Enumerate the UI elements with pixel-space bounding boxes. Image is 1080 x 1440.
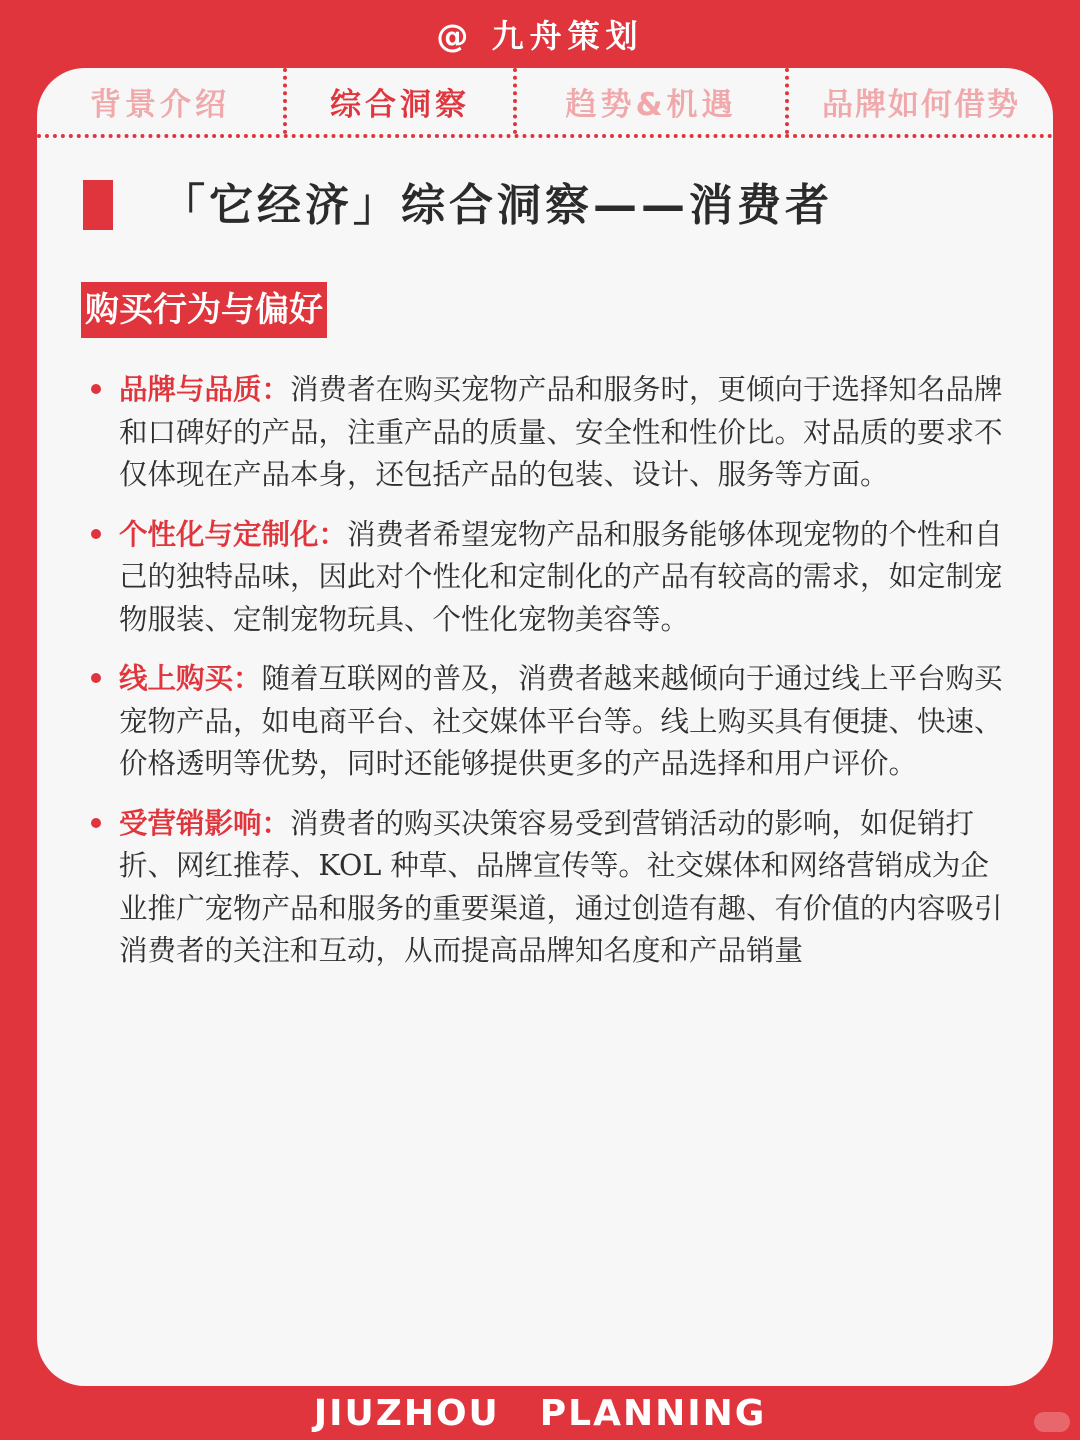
bullet-term: 品牌与品质： xyxy=(119,372,291,406)
bullet-dot-icon xyxy=(91,673,101,683)
tab-background[interactable]: 背景介绍 xyxy=(90,86,230,123)
tab-trends[interactable]: 趋势&机遇 xyxy=(565,86,737,123)
footer-brand-left: JIUZHOU xyxy=(313,1392,500,1434)
tab-bar xyxy=(37,68,1053,138)
list-item xyxy=(91,657,1011,786)
bullet-dot-icon xyxy=(91,384,101,394)
bullet-term: 个性化与定制化： xyxy=(119,516,348,551)
brand-handle: @ 九舟策划 xyxy=(436,17,644,55)
list-item xyxy=(91,802,1011,973)
section-label: 购买行为与偏好 xyxy=(81,282,327,338)
bullet-term: 线上购买： xyxy=(119,661,262,695)
bullet-dot-icon xyxy=(91,818,101,828)
watermark-icon xyxy=(1034,1412,1070,1432)
bullet-text: 随着互联网的普及，消费者越来越倾向于通过线上平台购买宠物产品，如电商平台、社交媒体平台等。线上购买具有便捷、快速、价格透明等优势，同时还能够提供更多的产品选择和用户评价。 xyxy=(119,662,1003,780)
tab-insight[interactable]: 综合洞察 xyxy=(330,86,470,123)
bullet-text: 消费者的购买决策容易受到营销活动的影响，如促销打折、网红推荐、KOL 种草、品牌宣传等。社交媒体和网络营销成为企业推广宠物产品和服务的重要渠道，通过创造有趣、有价值的内容吸引消费者的关注和互动，从而提高品牌知名度和产品销量 xyxy=(119,806,1003,967)
bullet-text: 消费者在购买宠物产品和服务时，更倾向于选择知名品牌和口碑好的产品，注重产品的质量、安全性和性价比。对品质的要求不仅体现在产品本身，还包括产品的包装、设计、服务等方面。 xyxy=(119,373,1003,491)
list-item xyxy=(91,513,1011,642)
title-accent-bar xyxy=(83,180,113,230)
content-card xyxy=(37,68,1053,1386)
bullet-dot-icon xyxy=(91,529,101,539)
bullet-text: 消费者希望宠物产品和服务能够体现宠物的个性和自己的独特品味，因此对个性化和定制化的产品有较高的需求，如定制宠物服装、定制宠物玩具、个性化宠物美容等。 xyxy=(119,517,1003,636)
footer-brand xyxy=(0,1386,1080,1440)
list-item xyxy=(91,368,1011,497)
bullet-list xyxy=(91,368,1011,989)
page-title: 「它经济」综合洞察——消费者 xyxy=(161,180,833,231)
tab-brand-strategy[interactable]: 品牌如何借势 xyxy=(822,86,1020,123)
bullet-term: 受营销影响： xyxy=(119,805,291,840)
footer-brand-right: PLANNING xyxy=(539,1392,767,1434)
